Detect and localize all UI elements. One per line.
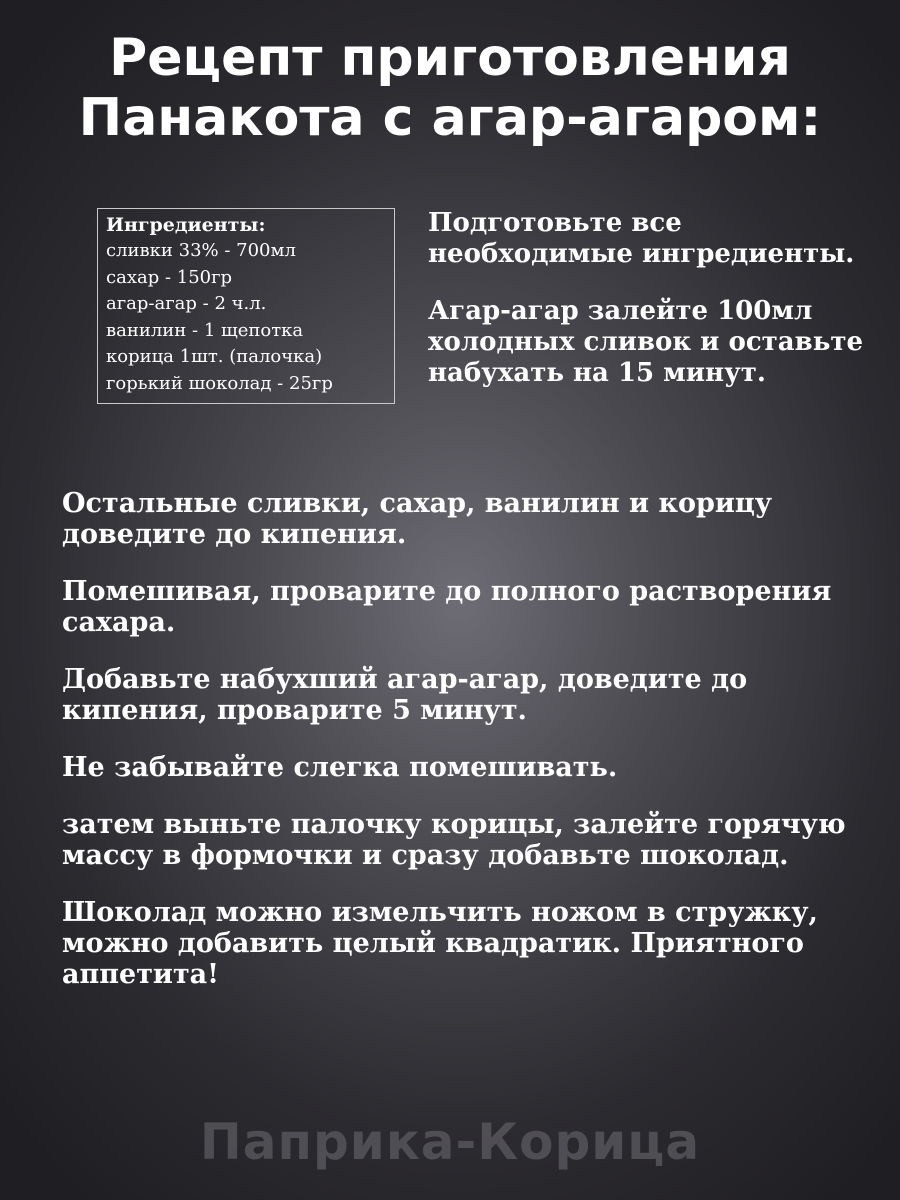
step-dissolve-sugar: Помешивая, проварите до полного растворения сахара. bbox=[62, 576, 832, 638]
ingredient-item: сахар - 150гр bbox=[106, 266, 233, 288]
instructions bbox=[62, 488, 882, 1016]
ingredients-heading: Ингредиенты: bbox=[106, 214, 266, 236]
watermark: Паприка-Корица bbox=[199, 1113, 701, 1171]
ingredients-box bbox=[97, 208, 395, 404]
ingredient-item: агар-агар - 2 ч.л. bbox=[106, 293, 267, 314]
ingredient-item: ванилин - 1 щепотка bbox=[106, 319, 304, 341]
ingredients-list bbox=[106, 238, 394, 397]
step-pour-into-molds: затем выньте палочку корицы, залейте горячую массу в формочки и сразу добавьте шоколад. bbox=[62, 809, 846, 871]
step-add-agar: Добавьте набухший агар-агар, доведите до кипения, проварите 5 минут. bbox=[62, 664, 748, 726]
title-line-2: Панакота с агар-агаром: bbox=[78, 88, 822, 148]
step-prepare: Подготовьте все необходимые ингредиенты. bbox=[428, 208, 855, 269]
ingredient-item: сливки 33% - 700мл bbox=[106, 240, 296, 261]
step-chocolate: Шоколад можно измельчить ножом в стружку, можно добавить целый квадратик. Приятного аппетита! bbox=[62, 897, 818, 990]
ingredient-item: корица 1шт. (палочка) bbox=[106, 346, 323, 367]
page-title bbox=[0, 28, 900, 148]
side-instructions bbox=[428, 208, 868, 415]
ingredient-item: горький шоколад - 25гр bbox=[106, 372, 333, 394]
step-boil-cream: Остальные сливки, сахар, ванилин и корицу доведите до кипения. bbox=[62, 488, 773, 550]
step-soak-agar: Агар-агар залейте 100мл холодных сливок и оставьте набухать на 15 минут. bbox=[428, 296, 864, 388]
step-stir: Не забывайте слегка помешивать. bbox=[62, 752, 618, 783]
title-line-1: Рецепт приготовления bbox=[109, 28, 791, 88]
